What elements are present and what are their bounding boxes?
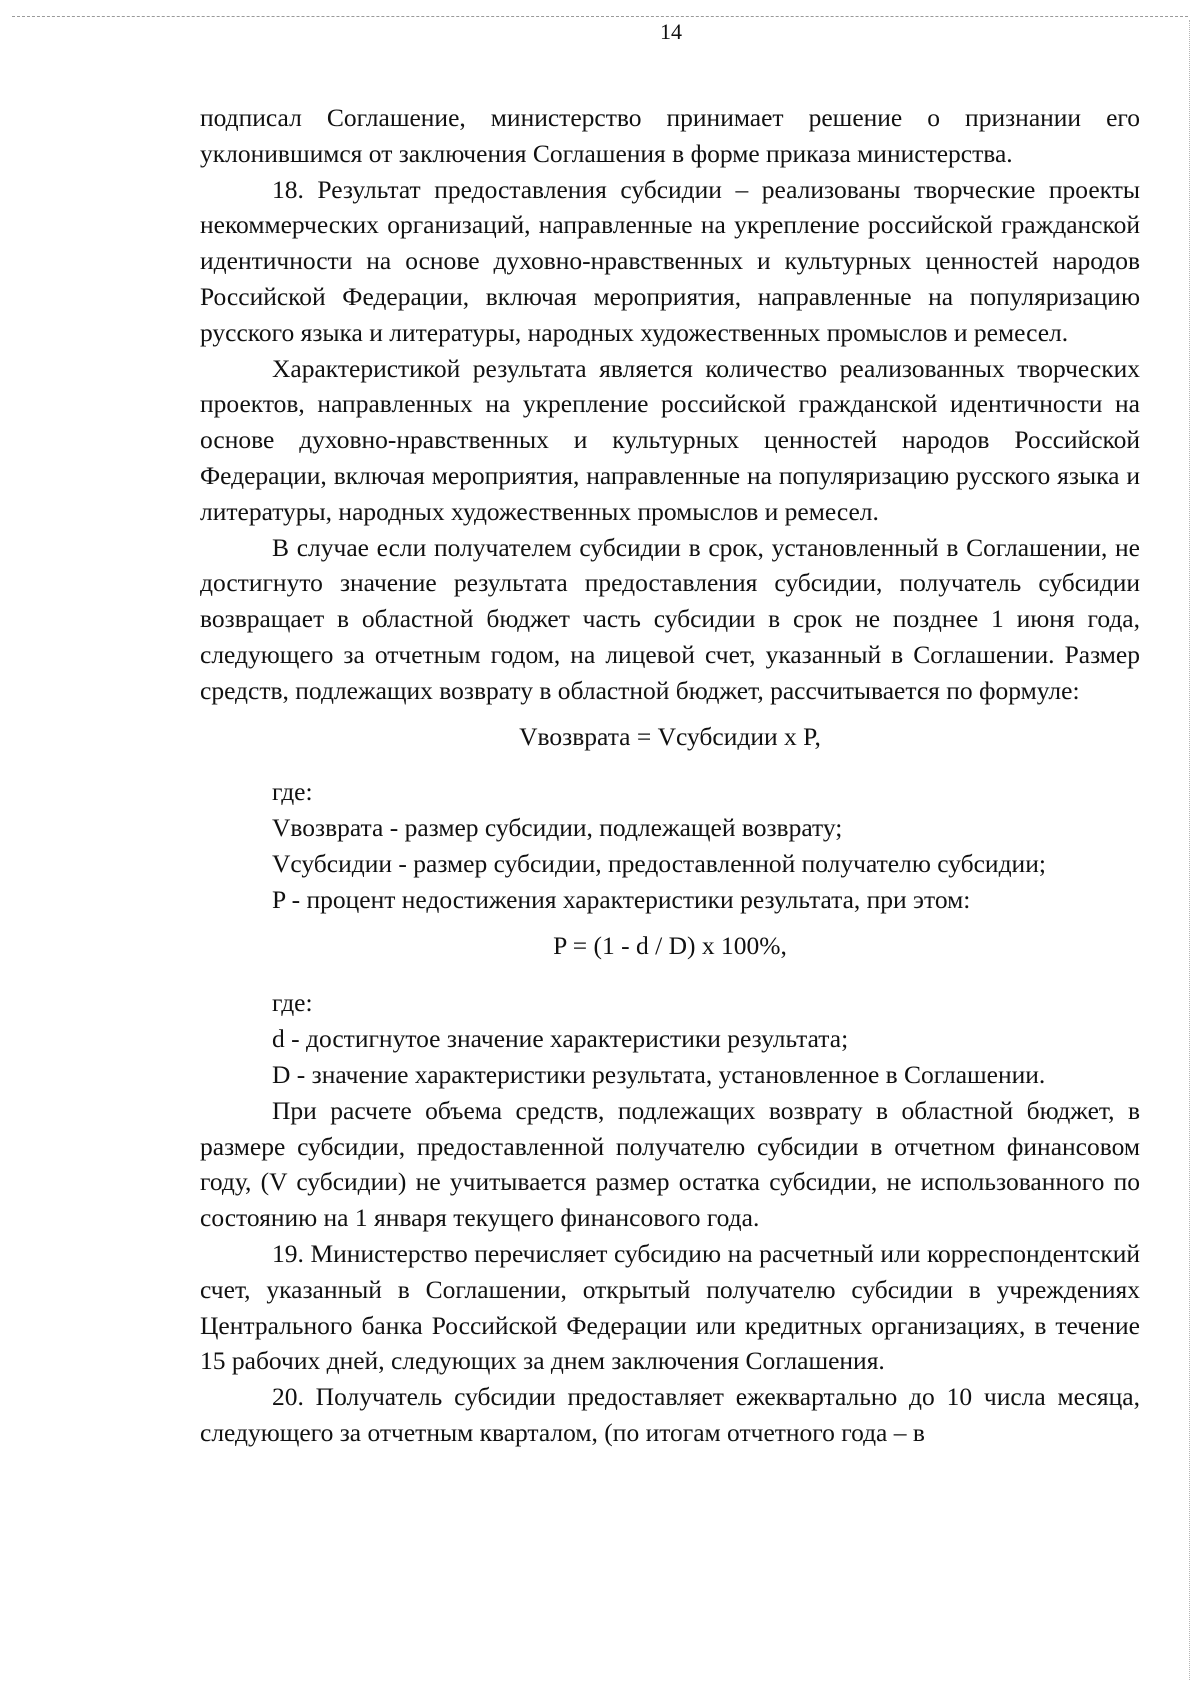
definition-v-refund: Vвозврата - размер субсидии, подлежащей возврату; bbox=[272, 813, 843, 843]
definition-d-target: D - значение характеристики результата, установленное в Соглашении. bbox=[272, 1059, 1046, 1089]
where-label-2: где: bbox=[272, 988, 313, 1018]
paragraph-refund-condition: В случае если получателем субсидии в срок, установленный в Соглашении, не достигнуто значение результата предоставления субсидии, получатель субсидии возвращает в областной бюджет часть субсидии в срок не позднее 1 июня года, следующего за отчетным годом, на лицевой счет, указанный в Соглашении. Размер средств, подлежащих возврату в областной бюджет, рассчитывается по формуле: bbox=[200, 532, 1140, 705]
paragraph-20-report: 20. Получатель субсидии предоставляет ежеквартально до 10 числа месяца, следующего за отчетным кварталом, (по итогам отчетного года – в bbox=[200, 1382, 1140, 1447]
paragraph-18-result: 18. Результат предоставления субсидии – реализованы творческие проекты некоммерческих организаций, направленные на укрепление российской гражданской идентичности на основе духовно-нравственных и культурных ценностей народов Российской Федерации, включая мероприятия, направленные на популяризацию русского языка и литературы, народных художественных промыслов и ремесел. bbox=[200, 174, 1140, 347]
scan-top-edge bbox=[12, 16, 1188, 17]
where-label-1: где: bbox=[272, 777, 313, 807]
formula-refund-volume: Vвозврата = Vсубсидии x P, bbox=[519, 721, 821, 751]
paragraph-19-transfer: 19. Министерство перечисляет субсидию на расчетный или корреспондентский счет, указанный в Соглашении, открытый получателю субсидии в учреждениях Центрального банка Российской Федерации или кредитных организациях, в течение 15 рабочих дней, следующих за днем заключения Соглашения. bbox=[200, 1238, 1140, 1376]
paragraph-result-characteristic: Характеристикой результата является количество реализованных творческих проектов, направленных на укрепление российской гражданской идентичности на основе духовно-нравственных и культурных ценностей народов Российской Федерации, включая мероприятия, направленные на популяризацию русского языка и литературы, народных художественных промыслов и ремесел. bbox=[200, 353, 1140, 526]
paragraph-continuation: подписал Соглашение, министерство принимает решение о признании его уклонившимся от заключения Соглашения в форме приказа министерства. bbox=[200, 103, 1140, 168]
formula-p-percent: P = (1 - d / D) x 100%, bbox=[553, 930, 787, 960]
definition-d-achieved: d - достигнутое значение характеристики результата; bbox=[272, 1024, 849, 1054]
paragraph-calculation-note: При расчете объема средств, подлежащих возврату в областной бюджет, в размере субсидии, предоставленной получателю субсидии в отчетном финансовом году, (V субсидии) не учитывается размер остатка субсидии, не использованного по состоянию на 1 января текущего финансового года. bbox=[200, 1095, 1140, 1233]
document-body bbox=[200, 100, 1140, 1451]
definition-v-subsidy: Vсубсидии - размер субсидии, предоставленной получателю субсидии; bbox=[272, 848, 1046, 878]
scan-right-edge bbox=[1189, 20, 1190, 1680]
page-number: 14 bbox=[660, 19, 682, 44]
definition-p: P - процент недостижения характеристики результата, при этом: bbox=[272, 884, 971, 914]
